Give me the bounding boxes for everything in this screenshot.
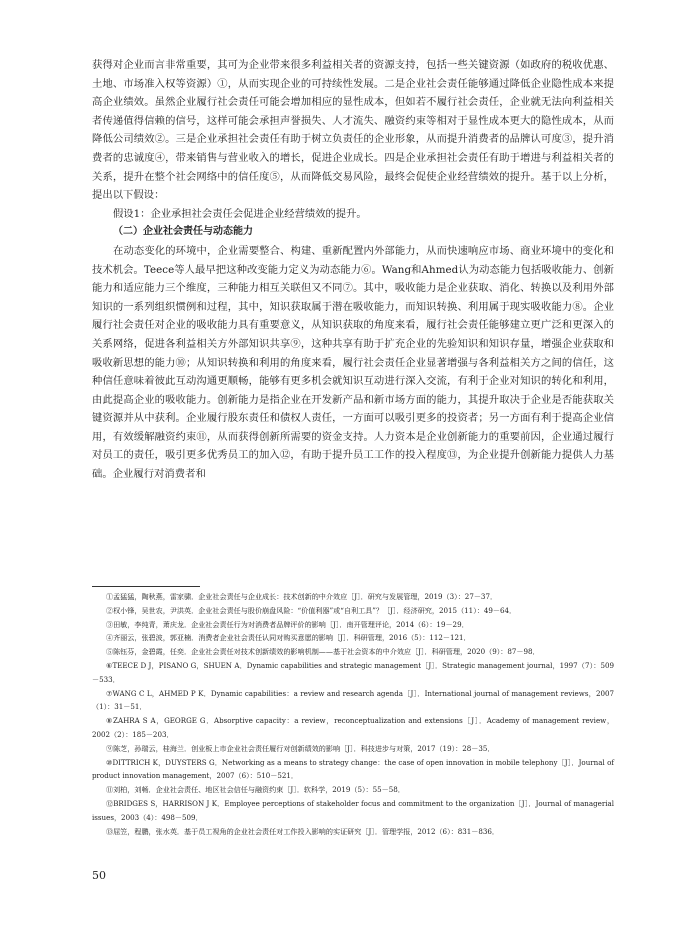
section-heading: （二）企业社会责任与动态能力 <box>113 226 253 238</box>
footnote-6: ⑥TEECE D J，PISANO G，SHUEN A．Dynamic capabilities and strategic management［J］．Strategic management journal，1997（7）：509－533． <box>92 660 614 684</box>
footnote-12: ⑫BRIDGES S，HARRISON J K．Employee perceptions of stakeholder focus and commitment to the organization［J］．Journal of managerial issues，2003（4）：498－509． <box>92 798 614 822</box>
footnote-4: ④齐丽云，张碧波，郭亚楠．消费者企业社会责任认同对购买意愿的影响［J］．科研管理，2016（5）：112－121． <box>106 633 471 643</box>
footnote-5: ⑤陈钰芬，金碧霞，任奕．企业社会责任对技术创新绩效的影响机制——基于社会资本的中介效应［J］．科研管理，2020（9）：87－98． <box>106 647 540 657</box>
footnote-8: ⑧ZAHRA S A，GEORGE G．Absorptive capacity：a review，reconceptualization and extensions［J］．Academy of management review，2002（2）：185－203． <box>92 716 614 739</box>
footnote-11: ⑪刘柏，刘畅．企业社会责任、地区社会信任与融资约束［J］．软科学，2019（5）：55－58． <box>106 785 405 795</box>
page-number: 50 <box>92 869 106 882</box>
hypothesis-1: 假设1：企业承担社会责任会促进企业经营绩效的提升。 <box>113 207 367 220</box>
footnote-10: ⑩DITTRICH K，DUYSTERS G．Networking as a means to strategy change：the case of open innovation in mobile telephony［J］．Journal of product innovation management，2007（6）：510－521． <box>92 757 614 781</box>
footnote-7: ⑦WANG C L，AHMED P K．Dynamic capabilities：a review and research agenda［J］．International journal of management reviews，2007（1）：31－51． <box>92 688 614 712</box>
paragraph-2: 在动态变化的环境中，企业需要整合、构建、重新配置内外部能力，从而快速响应市场、商业环境中的变化和技术机会。Teece等人最早把这种改变能力定义为动态能力⑥。Wang和Ahmed认为动态能力包括吸收能力、创新能力和适应能力三个维度，三种能力相互关联但又不同⑦。其中，吸收能力是企业获取、消化、转换以及利用外部知识的一系列组织惯例和过程，其中，知识获取属于潜在吸收能力，而知识转换、利用属于现实吸收能力⑧。企业履行社会责任对企业的吸收能力具有重要意义，从知识获取的角度来看，履行社会责任能够建立更广泛和更深入的关系网络，促进各利益相关方外部知识共享⑨，这种共享有助于扩充企业的先验知识和知识存量，增强企业获取和吸收新思想的能力⑩；从知识转换和利用的角度来看，履行社会责任企业显著增强与各利益相关方之间的信任，这种信任意味着彼此互动沟通更顺畅，能够有更多机会就知识互动进行深入交流，有利于企业对知识的转化和利用，由此提高企业的吸收能力。创新能力是指企业在开发新产品和新市场方面的能力，其提升取决于企业是否能获取关键资源并从中获利。企业履行股东责任和债权人责任，一方面可以吸引更多的投资者；另一方面有利于提高企业信用，有效缓解融资约束⑪，从而获得创新所需要的资金支持。人力资本是企业创新能力的重要前因，企业通过履行对员工的责任，吸引更多优秀员工的加入⑫，有助于提升员工工作的投入程度⑬，为企业提升创新能力提供人力基础。企业履行对消费者和 <box>92 244 614 481</box>
footnote-1: ①孟猛猛，陶秋燕，雷家骕．企业社会责任与企业成长：技术创新的中介效应［J］．研究与发展管理，2019（3）：27－37． <box>106 592 498 601</box>
footnote-divider <box>92 586 200 587</box>
footnotes <box>92 590 614 838</box>
paragraph-1: 获得对企业而言非常重要，其可为企业带来很多利益相关者的资源支持，包括一些关键资源（如政府的税收优惠、土地、市场准入权等资源）①，从而实现企业的可持续性发展。二是企业社会责任能够通过降低企业隐性成本来提高企业绩效。虽然企业履行社会责任可能会增加相应的显性成本，但如若不履行社会责任，企业就无法向利益相关者传递值得信赖的信号，这样可能会承担声誉损失、人才流失、融资约束等相对于显性成本更大的隐性成本，从而降低公司绩效②。三是企业承担社会责任有助于树立负责任的企业形象，从而提升消费者的品牌认可度③，提升消费者的忠诚度④，带来销售与营业收入的增长，促进企业成长。四是企业承担社会责任有助于增进与利益相关者的关系，提升在整个社会网络中的信任度⑤，从而降低交易风险，最终会促使企业经营绩效的提升。基于以上分析，提出以下假设： <box>92 59 614 202</box>
footnote-13: ⑬屈笠，程鹏，张水英．基于员工视角的企业社会责任对工作投入影响的实证研究［J］．管理学报，2012（6）：831－836． <box>106 826 499 836</box>
footnote-9: ⑨陈芝，孙瑞云，桂海兰．创业板上市企业社会责任履行对创新绩效的影响［J］．科技进步与对策，2017（19）：28－35． <box>106 743 495 753</box>
footnote-2: ②权小锋，吴世农，尹洪英．企业社会责任与股价崩盘风险：“价值利器”或“自利工具”？［J］．经济研究，2015（11）：49－64． <box>106 605 517 615</box>
footnote-3: ③田敏，李纯青，萧庆龙．企业社会责任行为对消费者品牌评价的影响［J］．南开管理评论，2014（6）：19－29． <box>106 619 469 629</box>
main-text <box>92 56 614 484</box>
